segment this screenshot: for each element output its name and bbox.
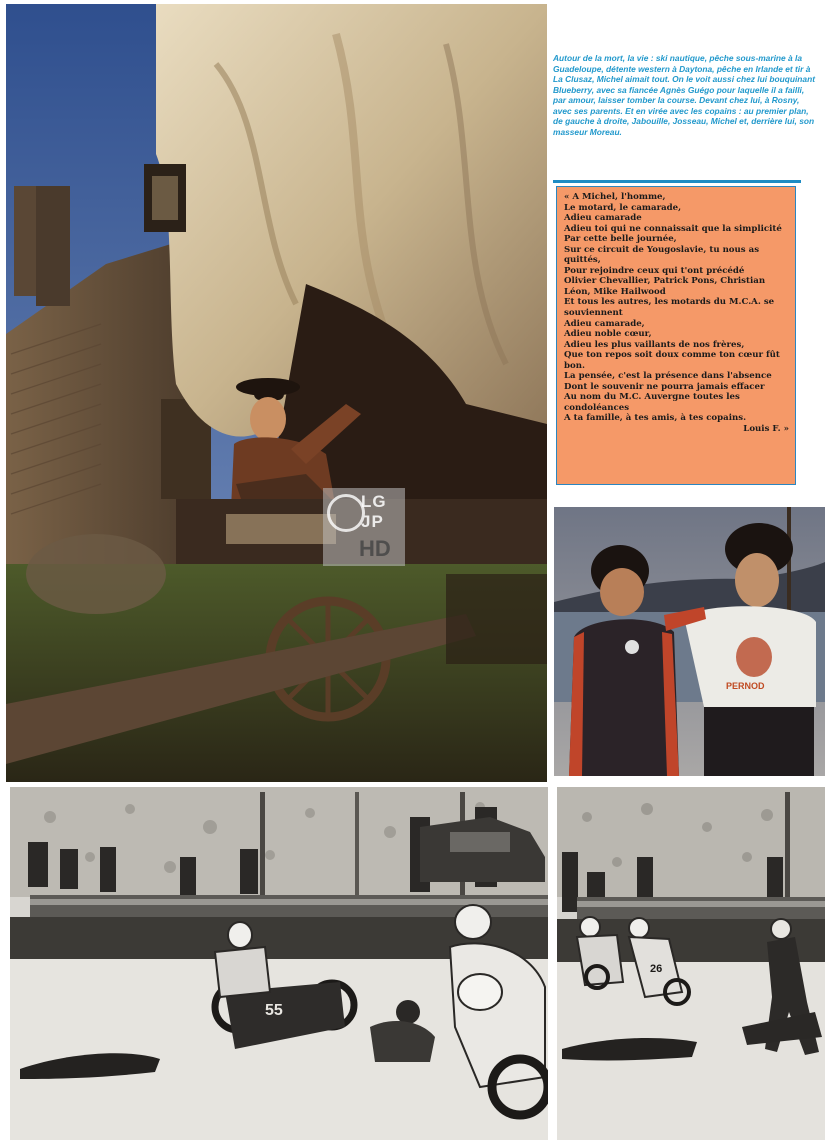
tribute-line: Dont le souvenir ne pourra jamais effacer [564,381,765,392]
race-crash-image-right [557,787,825,1140]
western-wagon-photo [6,4,547,782]
tribute-line: A ta famille, à tes amis, à tes copains. [564,413,747,424]
tribute-box [556,186,796,485]
friends-portrait-image [554,507,825,776]
tribute-line: Par cette belle journée, [564,234,677,245]
right-bike-number: 26 [650,963,663,975]
race-crash-photo-left [10,787,548,1140]
friends-portrait-photo [554,507,825,776]
tribute-line: Adieu camarade [564,213,642,224]
watermark-line3: HD [359,536,391,561]
tribute-line: Adieu camarade, [564,318,645,329]
tribute-signature: Louis F. » [743,424,789,435]
watermark-disc-icon [327,494,365,532]
watermark-line2: JP [361,512,384,531]
tribute-line: Adieu les plus vaillants de nos frères, [564,339,745,350]
tribute-line: Adieu noble cœur, [564,329,652,340]
watermark-line1: LG [361,492,387,511]
tribute-line: Adieu toi qui ne connaissait que la simplicité [564,223,782,234]
tribute-line: Le motard, le camarade, [564,202,682,213]
tribute-line: Et tous les autres, les motards du M.C.A. se souviennent [564,297,775,319]
race-crash-image-left [10,787,548,1140]
tribute-line: Olivier Chevallier, Patrick Pons, Christian Léon, Mike Hailwood [564,276,766,297]
tribute-line: Sur ce circuit de Yougoslavie, tu nous as quittés, [564,244,760,266]
photo-caption: Autour de la mort, la vie : ski nautique, pêche sous-marine à la Guadeloupe, détente western à Daytona, pêche en Irlande et tir à La Clusaz, Michel aimait tout. On le voit aussi chez lui bouquinant Blueberry, avec sa fiancée Agnès Guégo pour laquelle il a failli, par amour, laisser tomber la course. Devant chez lui, à Rosny, avec ses parents. Et en virée avec les copains : au premier plan, de gauche à droite, Jabouille, Josseau, Michel et, derrière lui, son masseur Moreau. [553,53,815,137]
tribute-line: Que ton repos soit doux comme ton cœur fût bon. [564,350,780,371]
watermark-logo [323,488,405,566]
tribute-line: « A Michel, l'homme, [564,192,666,202]
race-crash-photo-right [557,787,825,1140]
tshirt-text: PERNOD [726,681,765,691]
tribute-line: La pensée, c'est la présence dans l'absence [564,371,772,382]
tribute-line: Au nom du M.C. Auvergne toutes les condoléances [564,392,740,413]
western-wagon-image [6,4,547,782]
caption-divider [553,180,801,183]
tribute-line: Pour rejoindre ceux qui t'ont précédé [564,265,745,276]
fallen-bike-number: 55 [265,1002,283,1019]
